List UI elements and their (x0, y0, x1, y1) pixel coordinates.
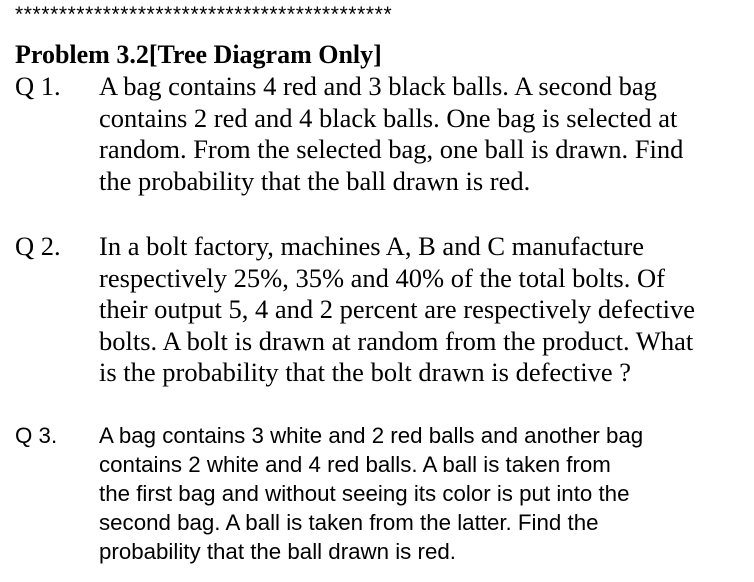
question-text-line: second bag. A ball is taken from the latter. Find the (99, 510, 599, 535)
question-text-line: In a bolt factory, machines A, B and C manufacture (99, 231, 645, 261)
question-text (99, 421, 739, 566)
question-text-line: contains 2 red and 4 black balls. One bag is selected at (99, 102, 678, 133)
question-number: Q 1. (15, 71, 61, 101)
question-text-line: respectively 25%, 35% and 40% of the total bolts. Of (99, 262, 665, 293)
problem-title: Problem 3.2[Tree Diagram Only] (15, 40, 382, 69)
question-text-line: A bag contains 3 white and 2 red balls and another bag (99, 423, 644, 448)
question-text-line: random. From the selected bag, one ball is drawn. Find (99, 134, 684, 164)
question-text-line: their output 5, 4 and 2 percent are respectively defective (99, 294, 695, 324)
question-text-line: bolts. A bolt is drawn at random from the product. What (99, 325, 694, 356)
asterisk-separator: ******************************************* (15, 3, 393, 26)
question-text (99, 231, 739, 389)
question-text-line: the probability that the ball drawn is red. (99, 165, 531, 196)
question-text-line: contains 2 white and 4 red balls. A ball is taken from (99, 452, 611, 477)
question-text-line: the first bag and without seeing its color is put into the (99, 481, 630, 506)
question-text-line: A bag contains 4 red and 3 black balls. A second bag (99, 71, 657, 101)
question-text-line: probability that the ball drawn is red. (99, 539, 456, 564)
question-number: Q 2. (15, 231, 61, 261)
question-text (99, 71, 739, 197)
question-text-line: is the probability that the bolt drawn is defective ? (99, 357, 632, 387)
question-number: Q 3. (15, 423, 58, 448)
